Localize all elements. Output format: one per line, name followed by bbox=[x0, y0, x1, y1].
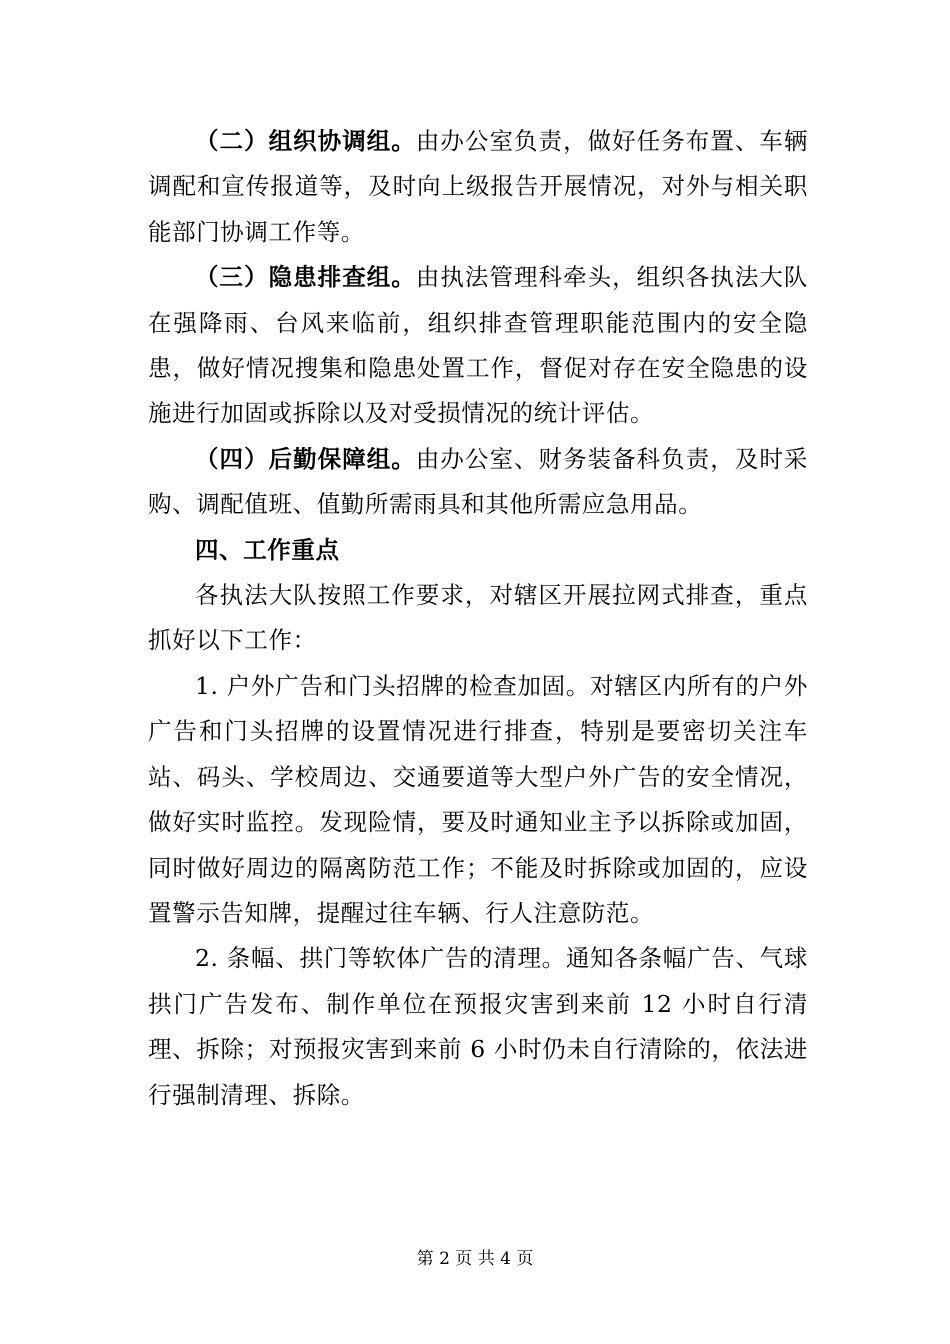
paragraph-item-outdoor-ads bbox=[148, 664, 808, 936]
paragraph-text: 由办公室、财务装备科负责，及时采购、调配值班、值勤所需雨具和其他所需应急用品。 bbox=[148, 444, 808, 519]
page-number-label: 第 2 页 共 4 页 bbox=[416, 1249, 534, 1269]
document-body bbox=[148, 119, 808, 1118]
subheading-hazard-inspection: （三）隐患排查组。 bbox=[195, 263, 416, 292]
paragraph-text: 2. 条幅、拱门等软体广告的清理。通知各条幅广告、气球拱门广告发布、制作单位在预报灾害到来前 12 小时自行清理、拆除；对预报灾害到来前 6 小时仍未自行清除的，依法进行强制清理、拆除。 bbox=[148, 944, 808, 1109]
paragraph-hazard-inspection bbox=[148, 255, 808, 437]
paragraph-text: 1. 户外广告和门头招牌的检查加固。对辖区内所有的户外广告和门头招牌的设置情况进行排查，特别是要密切关注车站、码头、学校周边、交通要道等大型户外广告的安全情况，做好实时监控。发现险情，要及时通知业主予以拆除或加固，同时做好周边的隔离防范工作；不能及时拆除或加固的，应设置警示告知牌，提醒过往车辆、行人注意防范。 bbox=[148, 671, 808, 927]
paragraph-text: 由执法管理科牵头，组织各执法大队在强降雨、台风来临前，组织排查管理职能范围内的安全隐患，做好情况搜集和隐患处置工作，督促对存在安全隐患的设施进行加固或拆除以及对受损情况的统计评估。 bbox=[148, 263, 808, 428]
section-heading-work-focus bbox=[148, 528, 808, 573]
subheading-organization-coordination: （二）组织协调组。 bbox=[195, 127, 416, 155]
paragraph-work-intro bbox=[148, 573, 808, 664]
section-heading-text: 四、工作重点 bbox=[195, 535, 340, 564]
paragraph-item-banners bbox=[148, 936, 808, 1118]
paragraph-text: 由办公室负责，做好任务布置、车辆调配和宣传报道等，及时向上级报告开展情况，对外与相关职能部门协调工作等。 bbox=[148, 127, 808, 246]
paragraph-logistics-support bbox=[148, 437, 808, 528]
paragraph-organization-coordination bbox=[148, 119, 808, 255]
subheading-logistics-support: （四）后勤保障组。 bbox=[195, 444, 416, 473]
paragraph-text: 各执法大队按照工作要求，对辖区开展拉网式排查，重点抓好以下工作： bbox=[148, 581, 808, 655]
page-footer bbox=[0, 1244, 950, 1269]
